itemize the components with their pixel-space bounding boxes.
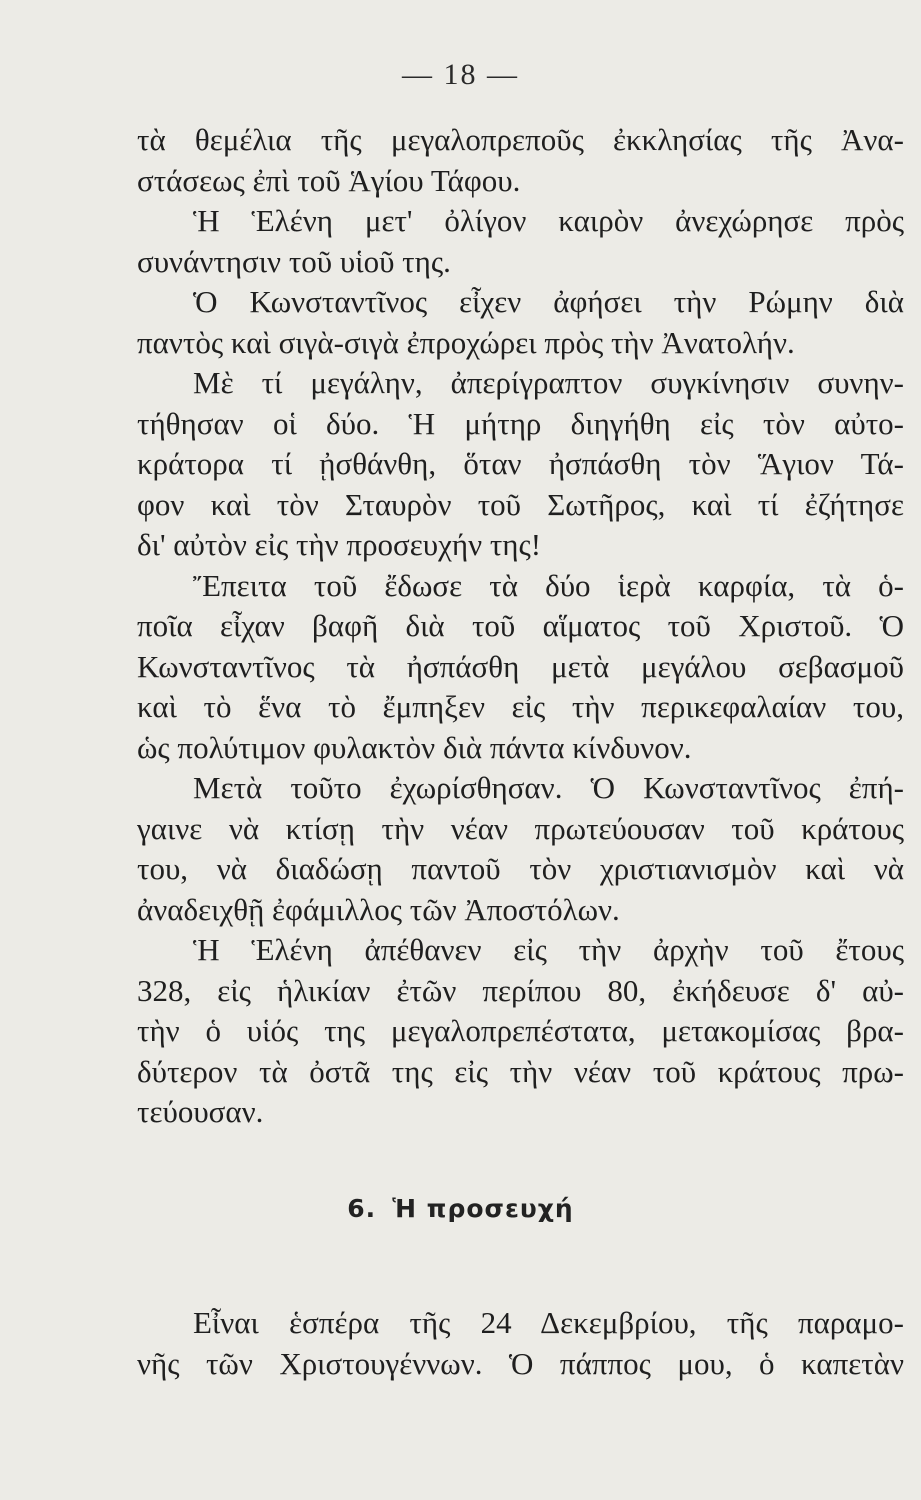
text-line: του, νὰ διαδώσῃ παντοῦ τὸν χριστιανισμὸν καὶ νὰ [137, 851, 904, 886]
text-line: γαινε νὰ κτίσῃ τὴν νέαν πρωτεύουσαν τοῦ κράτους [137, 810, 904, 846]
text-line: Μετὰ τοῦτο ἐχωρίσθησαν. Ὁ Κωνσταντῖνος ἐπή- [193, 770, 904, 805]
text-line: Ὁ Κωνσταντῖνος εἶχεν ἀφήσει τὴν Ρώμην διὰ [193, 284, 904, 319]
text-line: νῆς τῶν Χριστουγέννων. Ὁ πάππος μου, ὁ καπετὰν [137, 1345, 904, 1381]
text-line: Μὲ τί μεγάλην, ἀπερίγραπτον συγκίνησιν συνην- [193, 365, 904, 400]
section-number: 6. [347, 1194, 377, 1223]
text-line: τὴν ὁ υἱός της μεγαλοπρεπέστατα, μετακομίσας βρα- [137, 1013, 904, 1048]
text-line: τεύουσαν. [137, 1094, 264, 1129]
section-title: Ἡ προσευχή [392, 1194, 574, 1223]
text-line: κράτορα τί ᾐσθάνθη, ὅταν ἠσπάσθη τὸν Ἅγιον Τά- [137, 446, 904, 481]
page-number: — 18 — [402, 58, 519, 91]
text-line: Ἡ Ἑλένη ἀπέθανεν εἰς τὴν ἀρχὴν τοῦ ἔτους [193, 932, 904, 967]
text-line: ποῖα εἶχαν βαφῆ διὰ τοῦ αἵματος τοῦ Χριστοῦ. Ὁ [137, 608, 904, 643]
text-line: συνάντησιν τοῦ υἱοῦ της. [137, 243, 451, 279]
text-line: Ἔπειτα τοῦ ἔδωσε τὰ δύο ἱερὰ καρφία, τὰ ὁ- [193, 567, 904, 603]
text-line: 328, εἰς ἡλικίαν ἐτῶν περίπου 80, ἐκήδευσε δ' αὐ- [137, 972, 904, 1008]
section-heading [0, 1194, 921, 1223]
body-text-section [137, 1303, 904, 1384]
text-line: παντὸς καὶ σιγὰ-σιγὰ ἐπροχώρει πρὸς τὴν Ἀνατολήν. [137, 324, 795, 360]
text-line: καὶ τὸ ἕνα τὸ ἔμπηξεν εἰς τὴν περικεφαλαίαν του, [137, 689, 904, 724]
text-line: στάσεως ἐπὶ τοῦ Ἁγίου Τάφου. [137, 162, 521, 198]
text-line: φον καὶ τὸν Σταυρὸν τοῦ Σωτῆρος, καὶ τί ἐζήτησε [137, 486, 904, 522]
text-line: τὰ θεμέλια τῆς μεγαλοπρεποῦς ἐκκλησίας τῆς Ἀνα- [137, 122, 904, 157]
text-line: Κωνσταντῖνος τὰ ἠσπάσθη μετὰ μεγάλου σεβασμοῦ [137, 648, 904, 684]
text-line: τήθησαν οἱ δύο. Ἡ μήτηρ διηγήθη εἰς τὸν αὐτο- [137, 405, 904, 441]
body-text-main [137, 120, 904, 1133]
text-line: δι' αὐτὸν εἰς τὴν προσευχήν της! [137, 527, 542, 562]
text-line: Εἶναι ἑσπέρα τῆς 24 Δεκεμβρίου, τῆς παραμο- [193, 1305, 904, 1340]
text-line: δύτερον τὰ ὀστᾶ της εἰς τὴν νέαν τοῦ κράτους πρω- [137, 1053, 904, 1089]
text-line: Ἡ Ἑλένη μετ' ὀλίγον καιρὸν ἀνεχώρησε πρὸς [193, 203, 904, 238]
text-line: ἀναδειχθῇ ἐφάμιλλος τῶν Ἀποστόλων. [137, 891, 620, 927]
text-line: ὡς πολύτιμον φυλακτὸν διὰ πάντα κίνδυνον. [137, 729, 692, 765]
